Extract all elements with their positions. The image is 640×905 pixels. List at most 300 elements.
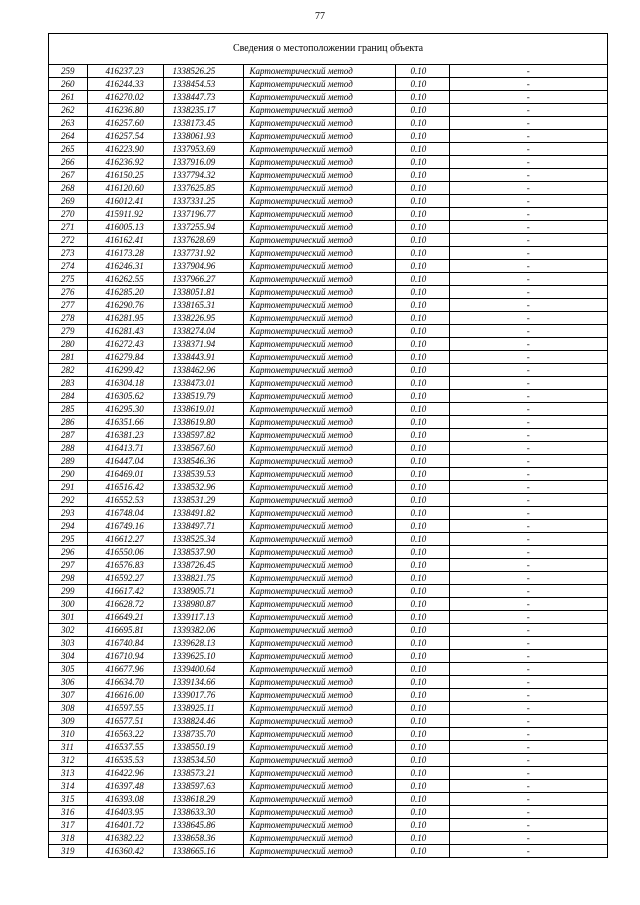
- y-coordinate-cell: 1338534.50: [163, 754, 243, 767]
- y-coordinate-cell: 1338619.01: [163, 403, 243, 416]
- accuracy-cell: 0.10: [395, 286, 449, 299]
- table-row: [49, 741, 607, 754]
- y-coordinate-cell: 1338824.46: [163, 715, 243, 728]
- point-number-cell: 293: [49, 507, 87, 520]
- method-cell: Картометрический метод: [243, 611, 395, 624]
- method-cell: Картометрический метод: [243, 598, 395, 611]
- y-coordinate-cell: 1338665.16: [163, 845, 243, 858]
- table-row: [49, 715, 607, 728]
- x-coordinate-cell: 416272.43: [87, 338, 163, 351]
- section-title: Сведения о местоположении границ объекта: [49, 34, 607, 65]
- x-coordinate-cell: 416401.72: [87, 819, 163, 832]
- x-coordinate-cell: 416290.76: [87, 299, 163, 312]
- point-number-cell: 288: [49, 442, 87, 455]
- accuracy-cell: 0.10: [395, 429, 449, 442]
- x-coordinate-cell: 416403.95: [87, 806, 163, 819]
- description-cell: -: [449, 689, 607, 702]
- table-row: [49, 169, 607, 182]
- method-cell: Картометрический метод: [243, 416, 395, 429]
- accuracy-cell: 0.10: [395, 156, 449, 169]
- accuracy-cell: 0.10: [395, 845, 449, 858]
- y-coordinate-cell: 1338645.86: [163, 819, 243, 832]
- description-cell: -: [449, 351, 607, 364]
- point-number-cell: 270: [49, 208, 87, 221]
- description-cell: -: [449, 520, 607, 533]
- accuracy-cell: 0.10: [395, 299, 449, 312]
- description-cell: -: [449, 637, 607, 650]
- point-number-cell: 260: [49, 78, 87, 91]
- description-cell: -: [449, 208, 607, 221]
- point-number-cell: 259: [49, 65, 87, 78]
- method-cell: Картометрический метод: [243, 741, 395, 754]
- description-cell: -: [449, 195, 607, 208]
- point-number-cell: 297: [49, 559, 87, 572]
- description-cell: -: [449, 312, 607, 325]
- x-coordinate-cell: 416299.42: [87, 364, 163, 377]
- method-cell: Картометрический метод: [243, 247, 395, 260]
- description-cell: -: [449, 182, 607, 195]
- table-row: [49, 832, 607, 845]
- description-cell: -: [449, 780, 607, 793]
- point-number-cell: 268: [49, 182, 87, 195]
- description-cell: -: [449, 754, 607, 767]
- y-coordinate-cell: 1338235.17: [163, 104, 243, 117]
- method-cell: Картометрический метод: [243, 559, 395, 572]
- point-number-cell: 290: [49, 468, 87, 481]
- x-coordinate-cell: 416005.13: [87, 221, 163, 234]
- x-coordinate-cell: 416360.42: [87, 845, 163, 858]
- x-coordinate-cell: 416382.22: [87, 832, 163, 845]
- point-number-cell: 263: [49, 117, 87, 130]
- point-number-cell: 283: [49, 377, 87, 390]
- description-cell: -: [449, 338, 607, 351]
- y-coordinate-cell: 1338051.81: [163, 286, 243, 299]
- x-coordinate-cell: 416246.31: [87, 260, 163, 273]
- table-row: [49, 559, 607, 572]
- x-coordinate-cell: 416012.41: [87, 195, 163, 208]
- y-coordinate-cell: 1337966.27: [163, 273, 243, 286]
- description-cell: -: [449, 221, 607, 234]
- accuracy-cell: 0.10: [395, 754, 449, 767]
- accuracy-cell: 0.10: [395, 507, 449, 520]
- method-cell: Картометрический метод: [243, 286, 395, 299]
- point-number-cell: 314: [49, 780, 87, 793]
- method-cell: Картометрический метод: [243, 312, 395, 325]
- description-cell: -: [449, 455, 607, 468]
- description-cell: -: [449, 793, 607, 806]
- accuracy-cell: 0.10: [395, 169, 449, 182]
- accuracy-cell: 0.10: [395, 247, 449, 260]
- table-row: [49, 221, 607, 234]
- point-number-cell: 285: [49, 403, 87, 416]
- point-number-cell: 310: [49, 728, 87, 741]
- accuracy-cell: 0.10: [395, 416, 449, 429]
- table-row: [49, 845, 607, 858]
- method-cell: Картометрический метод: [243, 806, 395, 819]
- point-number-cell: 305: [49, 663, 87, 676]
- x-coordinate-cell: 416552.53: [87, 494, 163, 507]
- point-number-cell: 304: [49, 650, 87, 663]
- point-number-cell: 282: [49, 364, 87, 377]
- table-row: [49, 195, 607, 208]
- point-number-cell: 264: [49, 130, 87, 143]
- accuracy-cell: 0.10: [395, 78, 449, 91]
- table-row: [49, 156, 607, 169]
- x-coordinate-cell: 416281.43: [87, 325, 163, 338]
- point-number-cell: 284: [49, 390, 87, 403]
- point-number-cell: 312: [49, 754, 87, 767]
- accuracy-cell: 0.10: [395, 364, 449, 377]
- table-row: [49, 637, 607, 650]
- table-row: [49, 572, 607, 585]
- description-cell: -: [449, 832, 607, 845]
- method-cell: Картометрический метод: [243, 702, 395, 715]
- point-number-cell: 292: [49, 494, 87, 507]
- description-cell: -: [449, 546, 607, 559]
- table-row: [49, 728, 607, 741]
- description-cell: -: [449, 715, 607, 728]
- description-cell: -: [449, 507, 607, 520]
- table-row: [49, 78, 607, 91]
- point-number-cell: 271: [49, 221, 87, 234]
- table-row: [49, 533, 607, 546]
- table-row: [49, 780, 607, 793]
- point-number-cell: 289: [49, 455, 87, 468]
- y-coordinate-cell: 1339117.13: [163, 611, 243, 624]
- description-cell: -: [449, 143, 607, 156]
- method-cell: Картометрический метод: [243, 208, 395, 221]
- table-row: [49, 819, 607, 832]
- description-cell: -: [449, 260, 607, 273]
- accuracy-cell: 0.10: [395, 780, 449, 793]
- description-cell: -: [449, 403, 607, 416]
- point-number-cell: 303: [49, 637, 87, 650]
- point-number-cell: 267: [49, 169, 87, 182]
- table-row: [49, 104, 607, 117]
- table-row: [49, 598, 607, 611]
- y-coordinate-cell: 1338473.01: [163, 377, 243, 390]
- accuracy-cell: 0.10: [395, 533, 449, 546]
- y-coordinate-cell: 1338454.53: [163, 78, 243, 91]
- table-row: [49, 286, 607, 299]
- point-number-cell: 291: [49, 481, 87, 494]
- page-number: 77: [315, 11, 325, 22]
- table-row: [49, 507, 607, 520]
- method-cell: Картометрический метод: [243, 234, 395, 247]
- accuracy-cell: 0.10: [395, 338, 449, 351]
- x-coordinate-cell: 416710.94: [87, 650, 163, 663]
- description-cell: -: [526, 846, 530, 856]
- description-cell: -: [449, 650, 607, 663]
- method-cell: Картометрический метод: [243, 832, 395, 845]
- y-coordinate-cell: 1338905.71: [163, 585, 243, 598]
- method-cell: Картометрический метод: [243, 104, 395, 117]
- description-cell: -: [449, 442, 607, 455]
- table-row: [49, 585, 607, 598]
- point-number-cell: 275: [49, 273, 87, 286]
- y-coordinate-cell: 1338658.36: [163, 832, 243, 845]
- y-coordinate-cell: 1338726.45: [163, 559, 243, 572]
- y-coordinate-cell: 1338497.71: [163, 520, 243, 533]
- method-cell: Картометрический метод: [243, 273, 395, 286]
- method-cell: Картометрический метод: [243, 637, 395, 650]
- y-coordinate-cell: 1338443.91: [163, 351, 243, 364]
- method-cell: Картометрический метод: [243, 156, 395, 169]
- table-row: [49, 468, 607, 481]
- method-cell: Картометрический метод: [243, 494, 395, 507]
- table-row: [49, 663, 607, 676]
- point-number-cell: 299: [49, 585, 87, 598]
- accuracy-cell: 0.10: [395, 624, 449, 637]
- accuracy-cell: 0.10: [395, 390, 449, 403]
- method-cell: Картометрический метод: [243, 715, 395, 728]
- method-cell: Картометрический метод: [243, 793, 395, 806]
- x-coordinate-cell: 416270.02: [87, 91, 163, 104]
- y-coordinate-cell: 1338546.36: [163, 455, 243, 468]
- method-cell: Картометрический метод: [243, 429, 395, 442]
- description-cell: -: [449, 117, 607, 130]
- description-cell: -: [449, 273, 607, 286]
- x-coordinate-cell: 416740.84: [87, 637, 163, 650]
- table-row: [49, 481, 607, 494]
- y-coordinate-cell: 1338173.45: [163, 117, 243, 130]
- y-coordinate-cell: 1338821.75: [163, 572, 243, 585]
- y-coordinate-cell: 1337331.25: [163, 195, 243, 208]
- accuracy-cell: 0.10: [395, 806, 449, 819]
- method-cell: Картометрический метод: [243, 377, 395, 390]
- accuracy-cell: 0.10: [395, 403, 449, 416]
- point-number-cell: 269: [49, 195, 87, 208]
- y-coordinate-cell: 1337731.92: [163, 247, 243, 260]
- x-coordinate-cell: 416150.25: [87, 169, 163, 182]
- method-cell: Картометрический метод: [243, 585, 395, 598]
- table-row: [49, 689, 607, 702]
- x-coordinate-cell: 416295.30: [87, 403, 163, 416]
- x-coordinate-cell: 416616.00: [87, 689, 163, 702]
- method-cell: Картометрический метод: [243, 182, 395, 195]
- x-coordinate-cell: 416397.48: [87, 780, 163, 793]
- y-coordinate-cell: 1338462.96: [163, 364, 243, 377]
- method-cell: Картометрический метод: [243, 260, 395, 273]
- method-cell: Картометрический метод: [243, 221, 395, 234]
- y-coordinate-cell: 1338371.94: [163, 338, 243, 351]
- point-number-cell: 302: [49, 624, 87, 637]
- table-row: [49, 767, 607, 780]
- description-cell: -: [449, 234, 607, 247]
- y-coordinate-cell: 1338165.31: [163, 299, 243, 312]
- x-coordinate-cell: 416628.72: [87, 598, 163, 611]
- x-coordinate-cell: 416173.28: [87, 247, 163, 260]
- table-row: [49, 351, 607, 364]
- y-coordinate-cell: 1337794.32: [163, 169, 243, 182]
- x-coordinate-cell: 416617.42: [87, 585, 163, 598]
- accuracy-cell: 0.10: [395, 520, 449, 533]
- y-coordinate-cell: 1339017.76: [163, 689, 243, 702]
- y-coordinate-cell: 1338525.34: [163, 533, 243, 546]
- x-coordinate-cell: 416413.71: [87, 442, 163, 455]
- method-cell: Картометрический метод: [243, 325, 395, 338]
- table-row: [49, 624, 607, 637]
- accuracy-cell: 0.10: [395, 468, 449, 481]
- accuracy-cell: 0.10: [395, 65, 449, 78]
- description-cell: -: [449, 728, 607, 741]
- y-coordinate-cell: 1338633.30: [163, 806, 243, 819]
- method-cell: Картометрический метод: [243, 624, 395, 637]
- x-coordinate-cell: 416597.55: [87, 702, 163, 715]
- table-row: [49, 65, 607, 78]
- x-coordinate-cell: 416612.27: [87, 533, 163, 546]
- table-row: [49, 754, 607, 767]
- accuracy-cell: 0.10: [395, 312, 449, 325]
- x-coordinate-cell: 416677.96: [87, 663, 163, 676]
- accuracy-cell: 0.10: [395, 676, 449, 689]
- x-coordinate-cell: 416576.83: [87, 559, 163, 572]
- method-cell: Картометрический метод: [243, 572, 395, 585]
- accuracy-cell: 0.10: [395, 221, 449, 234]
- y-coordinate-cell: 1338925.11: [163, 702, 243, 715]
- description-cell: -: [449, 299, 607, 312]
- point-number-cell: 286: [49, 416, 87, 429]
- accuracy-cell: 0.10: [395, 260, 449, 273]
- method-cell: Картометрический метод: [243, 442, 395, 455]
- description-cell: -: [449, 65, 607, 78]
- accuracy-cell: 0.10: [395, 650, 449, 663]
- table-row: [49, 143, 607, 156]
- description-cell: -: [449, 481, 607, 494]
- point-number-cell: 274: [49, 260, 87, 273]
- description-cell: -: [449, 169, 607, 182]
- point-number-cell: 316: [49, 806, 87, 819]
- x-coordinate-cell: 416469.01: [87, 468, 163, 481]
- table-row: [49, 650, 607, 663]
- method-cell: Картометрический метод: [243, 338, 395, 351]
- accuracy-cell: 0.10: [395, 611, 449, 624]
- method-cell: Картометрический метод: [243, 403, 395, 416]
- y-coordinate-cell: 1339400.64: [163, 663, 243, 676]
- description-cell: -: [449, 676, 607, 689]
- x-coordinate-cell: 416535.53: [87, 754, 163, 767]
- y-coordinate-cell: 1338519.79: [163, 390, 243, 403]
- table-row: [49, 234, 607, 247]
- accuracy-cell: 0.10: [395, 728, 449, 741]
- point-number-cell: 295: [49, 533, 87, 546]
- coordinates-table-body: [49, 65, 607, 857]
- method-cell: Картометрический метод: [243, 390, 395, 403]
- point-number-cell: 307: [49, 689, 87, 702]
- accuracy-cell: 0.10: [395, 663, 449, 676]
- table-row: [49, 520, 607, 533]
- method-cell: Картометрический метод: [243, 663, 395, 676]
- point-number-cell: 262: [49, 104, 87, 117]
- x-coordinate-cell: 416244.33: [87, 78, 163, 91]
- method-cell: Картометрический метод: [243, 299, 395, 312]
- y-coordinate-cell: 1337916.09: [163, 156, 243, 169]
- x-coordinate-cell: 416236.80: [87, 104, 163, 117]
- x-coordinate-cell: 416748.04: [87, 507, 163, 520]
- x-coordinate-cell: 416592.27: [87, 572, 163, 585]
- x-coordinate-cell: 416381.23: [87, 429, 163, 442]
- y-coordinate-cell: 1339628.13: [163, 637, 243, 650]
- accuracy-cell: 0.10: [395, 325, 449, 338]
- method-cell: Картометрический метод: [243, 767, 395, 780]
- description-cell: -: [449, 559, 607, 572]
- y-coordinate-cell: 1338980.87: [163, 598, 243, 611]
- point-number-cell: 308: [49, 702, 87, 715]
- description-cell: -: [449, 468, 607, 481]
- accuracy-cell: 0.10: [395, 494, 449, 507]
- point-number-cell: 272: [49, 234, 87, 247]
- x-coordinate-cell: 415911.92: [87, 208, 163, 221]
- table-row: [49, 455, 607, 468]
- description-cell: -: [449, 585, 607, 598]
- x-coordinate-cell: 416447.04: [87, 455, 163, 468]
- point-number-cell: 318: [49, 832, 87, 845]
- point-number-cell: 294: [49, 520, 87, 533]
- description-cell: -: [449, 364, 607, 377]
- x-coordinate-cell: 416162.41: [87, 234, 163, 247]
- accuracy-cell: 0.10: [395, 715, 449, 728]
- description-cell: -: [449, 130, 607, 143]
- accuracy-cell: 0.10: [395, 572, 449, 585]
- method-cell: Картометрический метод: [243, 689, 395, 702]
- point-number-cell: 279: [49, 325, 87, 338]
- point-number-cell: 280: [49, 338, 87, 351]
- x-coordinate-cell: 416351.66: [87, 416, 163, 429]
- y-coordinate-cell: 1338531.29: [163, 494, 243, 507]
- table-row: [49, 390, 607, 403]
- accuracy-cell: 0.10: [395, 689, 449, 702]
- method-cell: Картометрический метод: [243, 754, 395, 767]
- point-number-cell: 301: [49, 611, 87, 624]
- x-coordinate-cell: 416304.18: [87, 377, 163, 390]
- y-coordinate-cell: 1337904.96: [163, 260, 243, 273]
- y-coordinate-cell: 1338491.82: [163, 507, 243, 520]
- description-cell: -: [449, 598, 607, 611]
- point-number-cell: 265: [49, 143, 87, 156]
- table-row: [49, 247, 607, 260]
- table-row: [49, 325, 607, 338]
- y-coordinate-cell: 1338274.04: [163, 325, 243, 338]
- accuracy-cell: 0.10: [395, 143, 449, 156]
- table-row: [49, 312, 607, 325]
- description-cell: -: [449, 78, 607, 91]
- description-cell: -: [449, 104, 607, 117]
- description-cell: -: [449, 611, 607, 624]
- boundary-table-sheet: [48, 33, 608, 858]
- x-coordinate-cell: 416749.16: [87, 520, 163, 533]
- x-coordinate-cell: 416550.06: [87, 546, 163, 559]
- table-row: [49, 806, 607, 819]
- method-cell: Картометрический метод: [243, 546, 395, 559]
- accuracy-cell: 0.10: [395, 234, 449, 247]
- point-number-cell: 287: [49, 429, 87, 442]
- description-cell: -: [449, 494, 607, 507]
- point-number-cell: 311: [49, 741, 87, 754]
- y-coordinate-cell: 1338618.29: [163, 793, 243, 806]
- method-cell: Картометрический метод: [243, 117, 395, 130]
- x-coordinate-cell: 416279.84: [87, 351, 163, 364]
- description-cell: -: [449, 767, 607, 780]
- point-number-cell: 300: [49, 598, 87, 611]
- table-row: [49, 702, 607, 715]
- description-cell: -: [449, 806, 607, 819]
- table-row: [49, 299, 607, 312]
- x-coordinate-cell: 416281.95: [87, 312, 163, 325]
- method-cell: Картометрический метод: [243, 507, 395, 520]
- accuracy-cell: 0.10: [395, 598, 449, 611]
- y-coordinate-cell: 1338447.73: [163, 91, 243, 104]
- table-row: [49, 91, 607, 104]
